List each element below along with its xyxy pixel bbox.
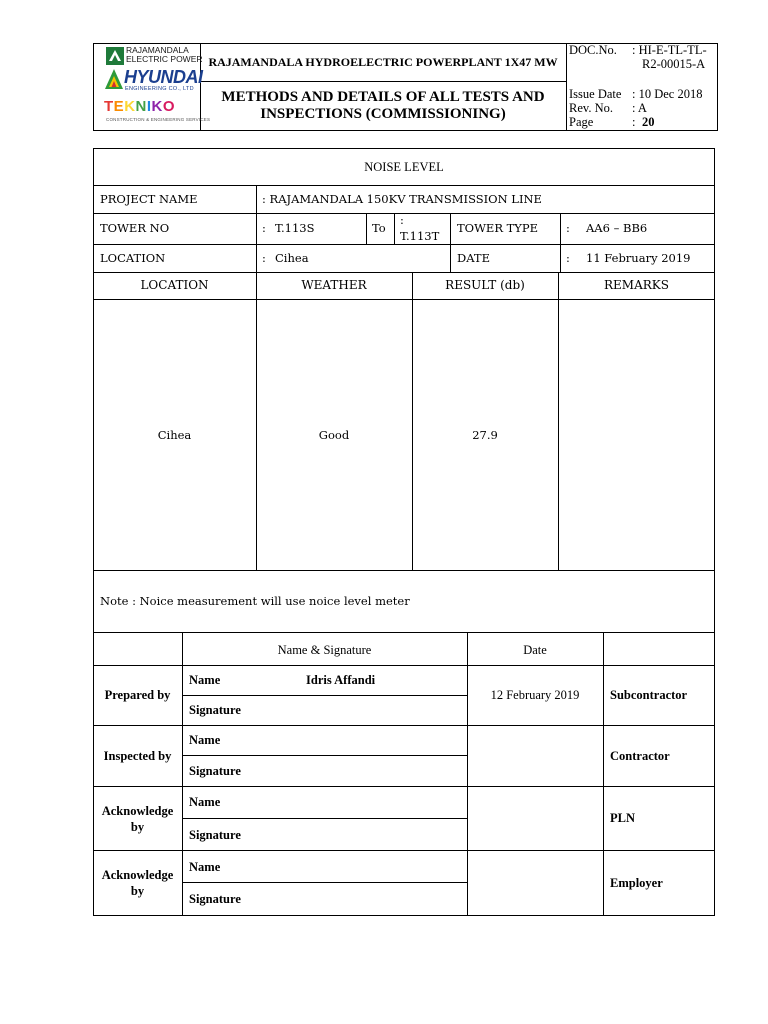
- tekniko-letter: I: [146, 98, 152, 115]
- result-location-cell: Cihea: [157, 428, 192, 442]
- rajamandala-logo-line1: RAJAMANDALA: [126, 45, 189, 55]
- tekniko-letter: E: [113, 98, 125, 115]
- tekniko-logo-subtext: CONSTRUCTION & ENGINEERING SERVICES: [106, 117, 211, 122]
- date-header: Date: [523, 643, 547, 657]
- doc-no-label: DOC.No.: [569, 43, 617, 57]
- tower-type-label: TOWER TYPE: [457, 221, 539, 235]
- prepared-signature-label: Signature: [189, 703, 241, 717]
- to-label: To: [372, 221, 386, 235]
- prepared-name-value: Idris Affandi: [306, 673, 376, 687]
- prepared-name-label: Name: [189, 673, 221, 687]
- hyundai-logo-text: HYUNDAI: [124, 67, 203, 87]
- employer-label: Employer: [610, 876, 663, 890]
- page-number: 20: [642, 115, 655, 129]
- project-name-label: PROJECT NAME: [100, 192, 198, 206]
- column-header-location: LOCATION: [140, 278, 209, 292]
- contractor-label: Contractor: [610, 749, 670, 763]
- rev-no-label: Rev. No.: [569, 101, 613, 115]
- doc-no-value: : HI-E-TL-TL-: [632, 43, 707, 57]
- inspected-name-label: Name: [189, 733, 221, 747]
- rev-no-value: : A: [632, 101, 647, 115]
- tekniko-letter: O: [162, 98, 176, 115]
- project-name-value: : RAJAMANDALA 150KV TRANSMISSION LINE: [262, 192, 542, 206]
- employer-name-label: Name: [189, 860, 221, 874]
- tekniko-logo-text: [104, 99, 175, 115]
- location-colon: :: [262, 251, 266, 265]
- document-title-line1: METHODS AND DETAILS OF ALL TESTS AND: [221, 89, 545, 105]
- location-label: LOCATION: [100, 251, 166, 265]
- page-colon: :: [632, 115, 636, 129]
- inspected-by-label: Inspected by: [103, 749, 172, 763]
- location-value: Cihea: [275, 251, 309, 265]
- acknowledge-by-employer-label: Acknowledge by: [101, 868, 174, 898]
- column-header-weather: WEATHER: [301, 278, 367, 292]
- pln-name-label: Name: [189, 795, 221, 809]
- rajamandala-logo-icon: [106, 47, 124, 65]
- document-title: [202, 89, 564, 123]
- prepared-date: 12 February 2019: [490, 688, 580, 702]
- prepared-by-label: Prepared by: [104, 688, 171, 702]
- inspected-signature-label: Signature: [189, 764, 241, 778]
- column-header-result: RESULT (db): [445, 278, 525, 292]
- hyundai-triangle-icon: [104, 68, 124, 90]
- issue-date-label: Issue Date: [569, 87, 622, 101]
- acknowledge-by-pln-label: Acknowledge by: [101, 804, 174, 834]
- document-title-line2: INSPECTIONS (COMMISSIONING): [260, 106, 506, 122]
- measurement-note: Note : Noice measurement will use noice level meter: [100, 594, 410, 608]
- employer-signature-label: Signature: [189, 892, 241, 906]
- page-label: Page: [569, 115, 594, 129]
- form-title: NOISE LEVEL: [364, 160, 444, 174]
- subcontractor-label: Subcontractor: [610, 688, 688, 702]
- date-label: DATE: [457, 251, 490, 265]
- date-colon: :: [566, 251, 570, 265]
- tekniko-letter: K: [151, 98, 163, 115]
- tower-type-colon: :: [566, 221, 570, 235]
- tekniko-letter: N: [135, 98, 147, 115]
- tekniko-letter: T: [104, 98, 114, 115]
- tower-type-value: AA6 – BB6: [586, 221, 648, 235]
- pln-signature-label: Signature: [189, 828, 241, 842]
- to-value: T.113T: [400, 229, 440, 243]
- date-value: 11 February 2019: [586, 251, 691, 265]
- column-header-remarks: REMARKS: [604, 278, 669, 292]
- result-weather-cell: Good: [318, 428, 350, 442]
- project-title: RAJAMANDALA HYDROELECTRIC POWERPLANT 1X47 MW: [208, 55, 558, 69]
- to-colon: :: [400, 213, 404, 227]
- pln-label: PLN: [610, 811, 635, 825]
- tower-no-colon: :: [262, 221, 266, 235]
- issue-date-value: : 10 Dec 2018: [632, 87, 703, 101]
- hyundai-logo-subtext: ENGINEERING CO., LTD: [125, 86, 194, 92]
- tekniko-letter: K: [124, 98, 136, 115]
- result-value-cell: 27.9: [472, 428, 498, 442]
- rajamandala-logo-line2: ELECTRIC POWER: [126, 54, 203, 64]
- name-signature-header: Name & Signature: [277, 643, 372, 657]
- tower-no-value: T.113S: [275, 221, 315, 235]
- doc-no-value-cont: R2-00015-A: [642, 57, 706, 71]
- tower-no-label: TOWER NO: [100, 221, 170, 235]
